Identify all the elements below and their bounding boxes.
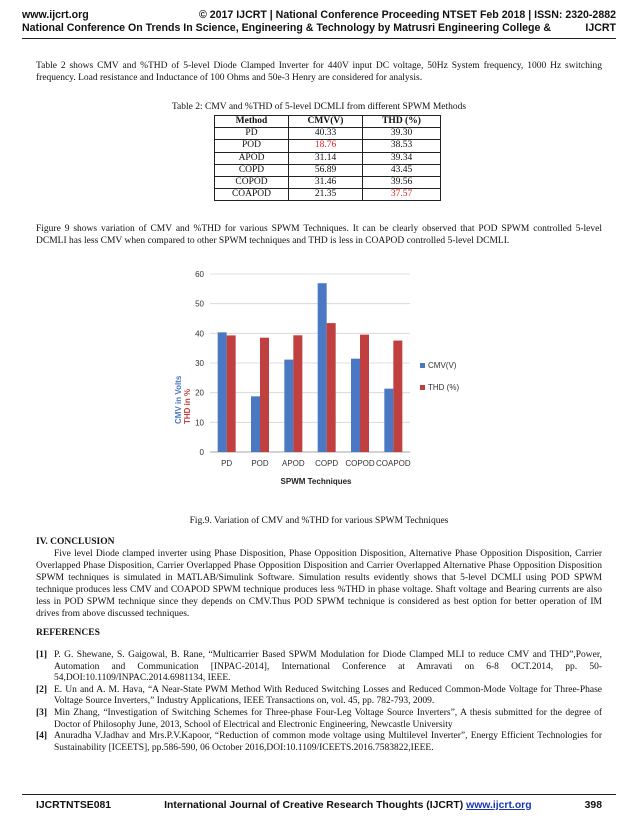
cell-thd: 38.53: [363, 140, 441, 152]
cell-thd: 39.56: [363, 176, 441, 188]
cmv-thd-table: [214, 115, 441, 201]
reference-number: [4]: [36, 731, 48, 742]
paper-code: IJCRTNTSE081: [36, 800, 112, 811]
y-tick-label: 60: [195, 270, 204, 279]
y-tick-label: 40: [195, 329, 204, 339]
reference-number: [1]: [36, 650, 48, 660]
y-tick-label: 50: [195, 299, 204, 309]
cell-method: COPD: [215, 164, 289, 176]
y-tick-label: 0: [199, 448, 204, 457]
page-header: [22, 9, 616, 35]
header-thd: THD (%): [363, 116, 441, 128]
cell-cmv-min: 18.76: [289, 140, 363, 152]
bar-thd: [260, 338, 269, 452]
legend-swatch: [420, 385, 425, 390]
reference-text: Min Zhang, “Investigation of Switching Schemes for Three-phase Four-Leg Voltage Source Inverters”, A thesis submitted for the degree of Doctor of Philosophy June, 2013, School of Electrical and Electronic Engineering, Newcastle University: [54, 707, 602, 730]
journal-name: International Journal of Creative Research Thoughts (IJCRT): [164, 800, 467, 811]
cell-thd-min: 37.57: [363, 189, 441, 201]
legend-entry: THD (%): [428, 383, 460, 392]
cell-cmv: 31.14: [289, 152, 363, 164]
chart-gridlines: [210, 274, 410, 452]
bar-thd: [227, 335, 236, 452]
y-axis-ticks: [195, 270, 204, 457]
chart-bars: [218, 283, 403, 452]
cell-thd: 43.45: [363, 164, 441, 176]
page-footer: [36, 800, 602, 811]
y-tick-label: 30: [195, 359, 204, 368]
cell-method: POD: [215, 140, 289, 152]
cell-cmv: 31.46: [289, 176, 363, 188]
y-tick-label: 20: [195, 388, 204, 398]
paragraph-figure-intro: Figure 9 shows variation of CMV and %THD for various SPWM Techniques. It can be clearly observed that POD SPWM controlled 5-level DCMLI has less CMV when compared to other SPWM techniques and THD is less in COAPOD controlled 5-level DCMLI.: [36, 224, 602, 246]
cell-cmv: 40.33: [289, 128, 363, 140]
list-item: [36, 685, 602, 708]
page-number: 398: [584, 800, 602, 811]
bar-cmv: [318, 283, 327, 452]
table-row: [215, 140, 441, 152]
conclusion-text: Five level Diode clamped inverter using Phase Disposition, Phase Opposition Disposition, Alternative Phase Opposition Disposition, Carrier Overlapped Phase Disposition, Carrier Overlapped Phase Opposition Disposition and Carrier Overlapped Alternative Phase Opposition Disposition SPWM techniques is simulated in MATLAB/Simulink Software. Simulation results evidently shows that 5-level DCMLI using POD SPWM technique produces less CMV and COAPOD SPWM technique produces less %THD in phase voltage. Shaft voltage and Bearing currents are also less in POD SPWM technique since they depends on CMV.Thus POD SPWM technique is considered as best option for better operation of IM drives from above discussed techniques.: [36, 549, 602, 619]
paragraph-table-intro: Table 2 shows CMV and %THD of 5-level Diode Clamped Inverter for 440V input DC voltage, 50Hz System frequency, 1000 Hz switching frequency. Load resistance and Inductance of 100 Ohms and 50e-3 Henry are considered for analysis.: [36, 61, 602, 83]
header-rule: [22, 38, 616, 39]
figure-caption: Fig.9. Variation of CMV and %THD for various SPWM Techniques: [189, 516, 449, 526]
cell-thd: 39.34: [363, 152, 441, 164]
cell-cmv: 56.89: [289, 164, 363, 176]
list-item: [36, 650, 602, 685]
reference-text: E. Un and A. M. Hava, “A Near-State PWM Method With Reduced Switching Losses and Reduced Common-Mode Voltage for Three-Phase Voltage Source Inverters,” Industry Applications, IEEE Transactions on, vol. 45, pp. 782-793, 2009.: [54, 684, 602, 707]
bar-cmv: [384, 389, 393, 452]
reference-number: [3]: [36, 707, 48, 718]
conference-line: National Conference On Trends In Science, Engineering & Technology by Matrusri Engineering College &: [22, 22, 551, 34]
site-url[interactable]: www.ijcrt.org: [22, 9, 89, 21]
x-tick-label: APOD: [281, 459, 305, 468]
bar-cmv: [351, 359, 360, 452]
legend-entry: CMV(V): [428, 361, 457, 370]
references-list: [36, 650, 602, 754]
x-tick-label: COPD: [315, 459, 339, 468]
bar-thd: [393, 341, 402, 452]
y-axis-label-cmv: CMV in Volts: [174, 375, 183, 424]
footer-rule: [22, 794, 616, 795]
cell-method: PD: [215, 128, 289, 140]
cmv-thd-bar-chart: [168, 262, 474, 488]
bar-thd: [293, 335, 302, 452]
bar-cmv: [251, 396, 260, 452]
cell-method: COAPOD: [215, 189, 289, 201]
copyright-line: © 2017 IJCRT | National Conference Proceeding NTSET Feb 2018 | ISSN: 2320-2882: [198, 9, 616, 21]
table-row: [215, 176, 441, 188]
references-heading: REFERENCES: [36, 628, 100, 638]
reference-text: Anuradha V.Jadhav and Mrs.P.V.Kapoor, “Reduction of common mode voltage using Multilevel Inverter”, Energy Efficient Technologies for Sustainability [ICEETS], pp.586-590, 06 October 2016,DOI:10.1109/ICEETS.2016.7583822,IEEE.: [54, 731, 602, 753]
table-header-row: [215, 116, 441, 128]
table-row: [215, 128, 441, 140]
table-caption: Table 2: CMV and %THD of 5-level DCMLI from different SPWM Methods: [171, 102, 467, 112]
journal-footer: [164, 800, 531, 811]
x-axis-ticks: [221, 459, 411, 468]
x-tick-label: COPOD: [345, 459, 375, 468]
cell-thd: 39.30: [363, 128, 441, 140]
cell-method: COPOD: [215, 176, 289, 188]
table-row: [215, 164, 441, 176]
y-axis-label-thd: THD in %: [183, 388, 192, 424]
bar-cmv: [218, 332, 227, 452]
x-axis-label: SPWM Techniques: [280, 477, 352, 486]
list-item: [36, 731, 602, 754]
journal-url-link[interactable]: www.ijcrt.org: [466, 800, 532, 811]
cell-method: APOD: [215, 152, 289, 164]
conclusion-heading: IV. CONCLUSION: [36, 537, 115, 547]
bar-thd: [327, 323, 336, 452]
reference-number: [2]: [36, 684, 48, 695]
journal-abbr: IJCRT: [585, 22, 616, 34]
table-row: [215, 189, 441, 201]
table-row: [215, 152, 441, 164]
reference-text: P. G. Shewane, S. Gaigowal, B. Rane, “Multicarrier Based SPWM Modulation for Diode Clamped MLI to reduce CMV and THD”,Power, Automation and Communication [INPAC-2014], International Conference at Amravati on 6-8 OCT.2014, pp. 50-54,DOI:10.1109/INPAC.2014.6981134, IEEE.: [54, 650, 602, 684]
header-method: Method: [215, 116, 289, 128]
x-tick-label: POD: [251, 459, 269, 468]
list-item: [36, 708, 602, 731]
y-tick-label: 10: [195, 418, 204, 428]
header-cmv: CMV(V): [289, 116, 363, 128]
bar-cmv: [284, 360, 293, 452]
x-tick-label: PD: [221, 459, 233, 468]
legend-swatch: [420, 363, 425, 368]
bar-thd: [360, 335, 369, 452]
x-tick-label: COAPOD: [375, 459, 411, 468]
chart-legend: [420, 361, 459, 392]
cell-cmv: 21.35: [289, 189, 363, 201]
